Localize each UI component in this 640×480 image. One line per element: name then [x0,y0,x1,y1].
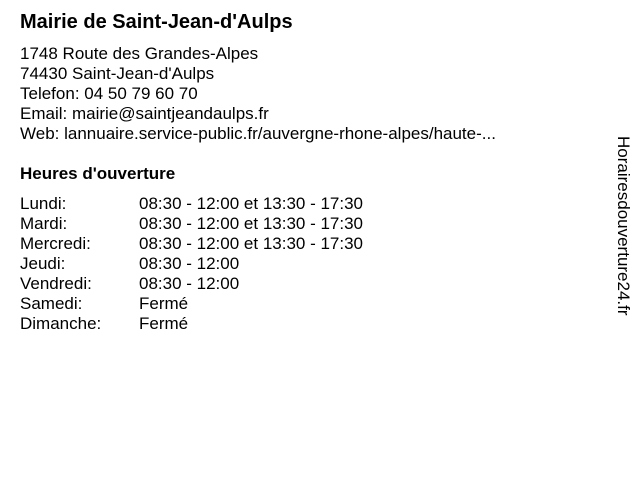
hours-row-vendredi [20,274,363,294]
day-label: Dimanche: [20,314,102,333]
time-value: 08:30 - 12:00 [139,254,240,273]
day-label: Jeudi: [20,254,66,273]
web-line: Web: lannuaire.service-public.fr/auvergne-rhone-alpes/haute-... [20,124,496,143]
hours-row-lundi [20,194,363,214]
day-label: Lundi: [20,194,67,213]
time-value: Fermé [139,314,189,333]
time-value: Fermé [139,294,189,313]
time-value: 08:30 - 12:00 et 13:30 - 17:30 [139,194,364,213]
day-label: Mercredi: [20,234,91,253]
hours-row-mercredi [20,234,363,254]
day-label: Vendredi: [20,274,92,293]
time-value: 08:30 - 12:00 et 13:30 - 17:30 [139,234,364,253]
hours-table [20,194,363,334]
day-label: Samedi: [20,294,83,313]
hours-row-dimanche [20,314,363,334]
hours-heading: Heures d'ouverture [20,164,176,183]
site-watermark: Horairesdouverture24.fr [614,136,633,316]
hours-row-jeudi [20,254,363,274]
time-value: 08:30 - 12:00 [139,274,240,293]
contact-block [20,44,496,144]
address-street: 1748 Route des Grandes-Alpes [20,44,259,63]
hours-row-samedi [20,294,363,314]
hours-row-mardi [20,214,363,234]
time-value: 08:30 - 12:00 et 13:30 - 17:30 [139,214,364,233]
day-label: Mardi: [20,214,68,233]
phone-line: Telefon: 04 50 79 60 70 [20,84,198,103]
email-line: Email: mairie@saintjeandaulps.fr [20,104,269,123]
address-city: 74430 Saint-Jean-d'Aulps [20,64,215,83]
place-title: Mairie de Saint-Jean-d'Aulps [20,11,293,33]
